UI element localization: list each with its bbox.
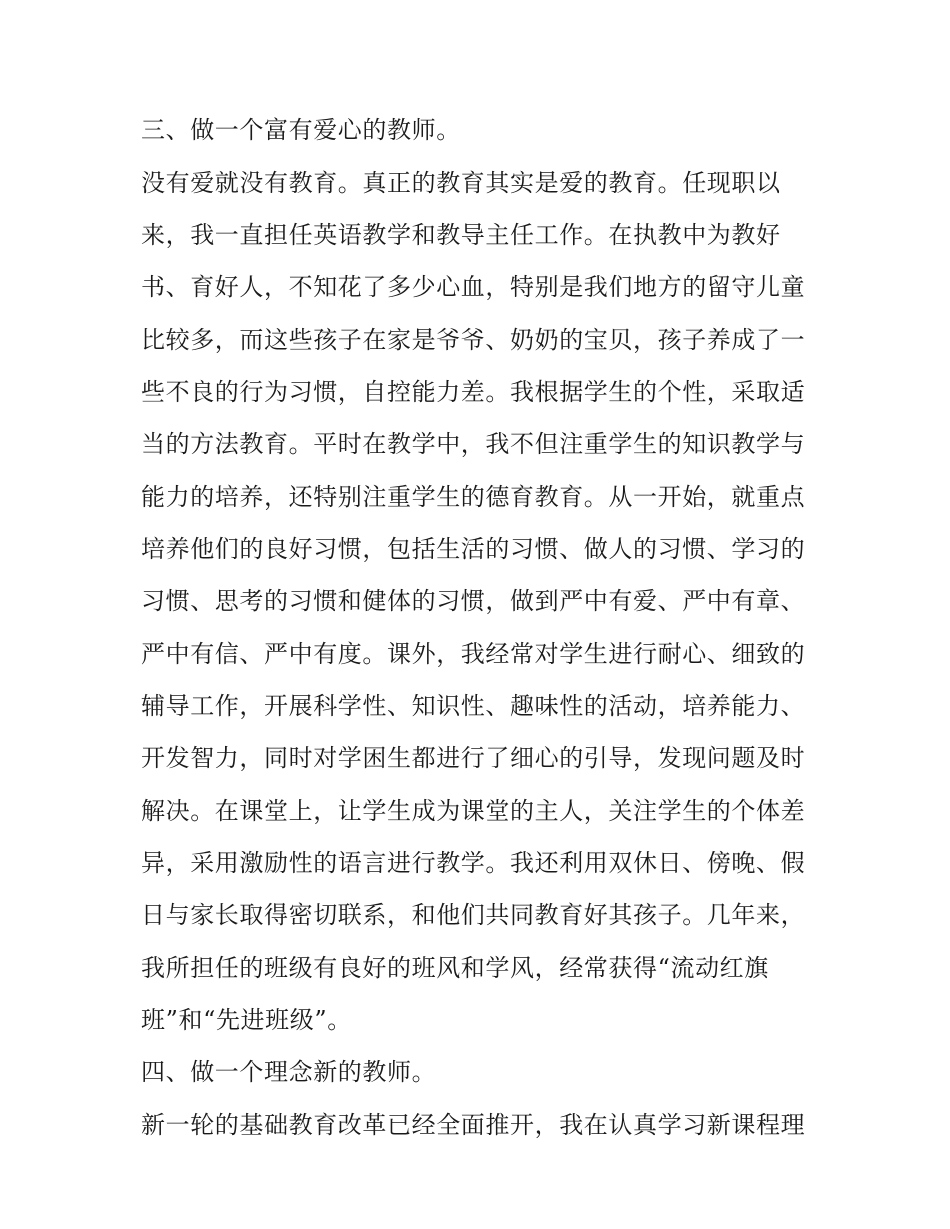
- paragraph-line: 日与家长取得密切联系，和他们共同教育好其孩子。几年来，: [141, 901, 806, 929]
- paragraph-line: 没有爱就没有教育。真正的教育其实是爱的教育。任现职以: [141, 169, 781, 197]
- paragraph-line: 能力的培养，还特别注重学生的德育教育。从一开始，就重点: [141, 483, 806, 511]
- paragraph-line: 来，我一直担任英语教学和教导主任工作。在执教中为教好: [141, 221, 781, 249]
- paragraph-line: 比较多，而这些孩子在家是爷爷、奶奶的宝贝，孩子养成了一: [141, 326, 806, 354]
- paragraph-line: 开发智力，同时对学困生都进行了细心的引导，发现问题及时: [141, 744, 806, 772]
- section-heading-4: 四、做一个理念新的教师。: [141, 1058, 437, 1086]
- paragraph-line: 新一轮的基础教育改革已经全面推开，我在认真学习新课程理: [141, 1111, 806, 1139]
- paragraph-line: 书、育好人，不知花了多少心血，特别是我们地方的留守儿童: [141, 273, 806, 301]
- paragraph-line: 班”和“先进班级”。: [141, 1006, 352, 1034]
- paragraph-line: 习惯、思考的习惯和健体的习惯，做到严中有爱、严中有章、: [141, 587, 806, 615]
- paragraph-line: 辅导工作，开展科学性、知识性、趣味性的活动，培养能力、: [141, 692, 806, 720]
- paragraph-line: 解决。在课堂上，让学生成为课堂的主人，关注学生的个体差: [141, 797, 806, 825]
- section-heading-3: 三、做一个富有爱心的教师。: [141, 116, 461, 144]
- paragraph-line: 培养他们的良好习惯，包括生活的习惯、做人的习惯、学习的: [141, 535, 806, 563]
- paragraph-line: 我所担任的班级有良好的班风和学风，经常获得“流动红旗: [141, 954, 769, 982]
- paragraph-line: 当的方法教育。平时在教学中，我不但注重学生的知识教学与: [141, 430, 806, 458]
- paragraph-line: 异，采用激励性的语言进行教学。我还利用双休日、傍晚、假: [141, 849, 806, 877]
- paragraph-line: 些不良的行为习惯，自控能力差。我根据学生的个性，采取适: [141, 378, 806, 406]
- paragraph-line: 严中有信、严中有度。课外，我经常对学生进行耐心、细致的: [141, 640, 806, 668]
